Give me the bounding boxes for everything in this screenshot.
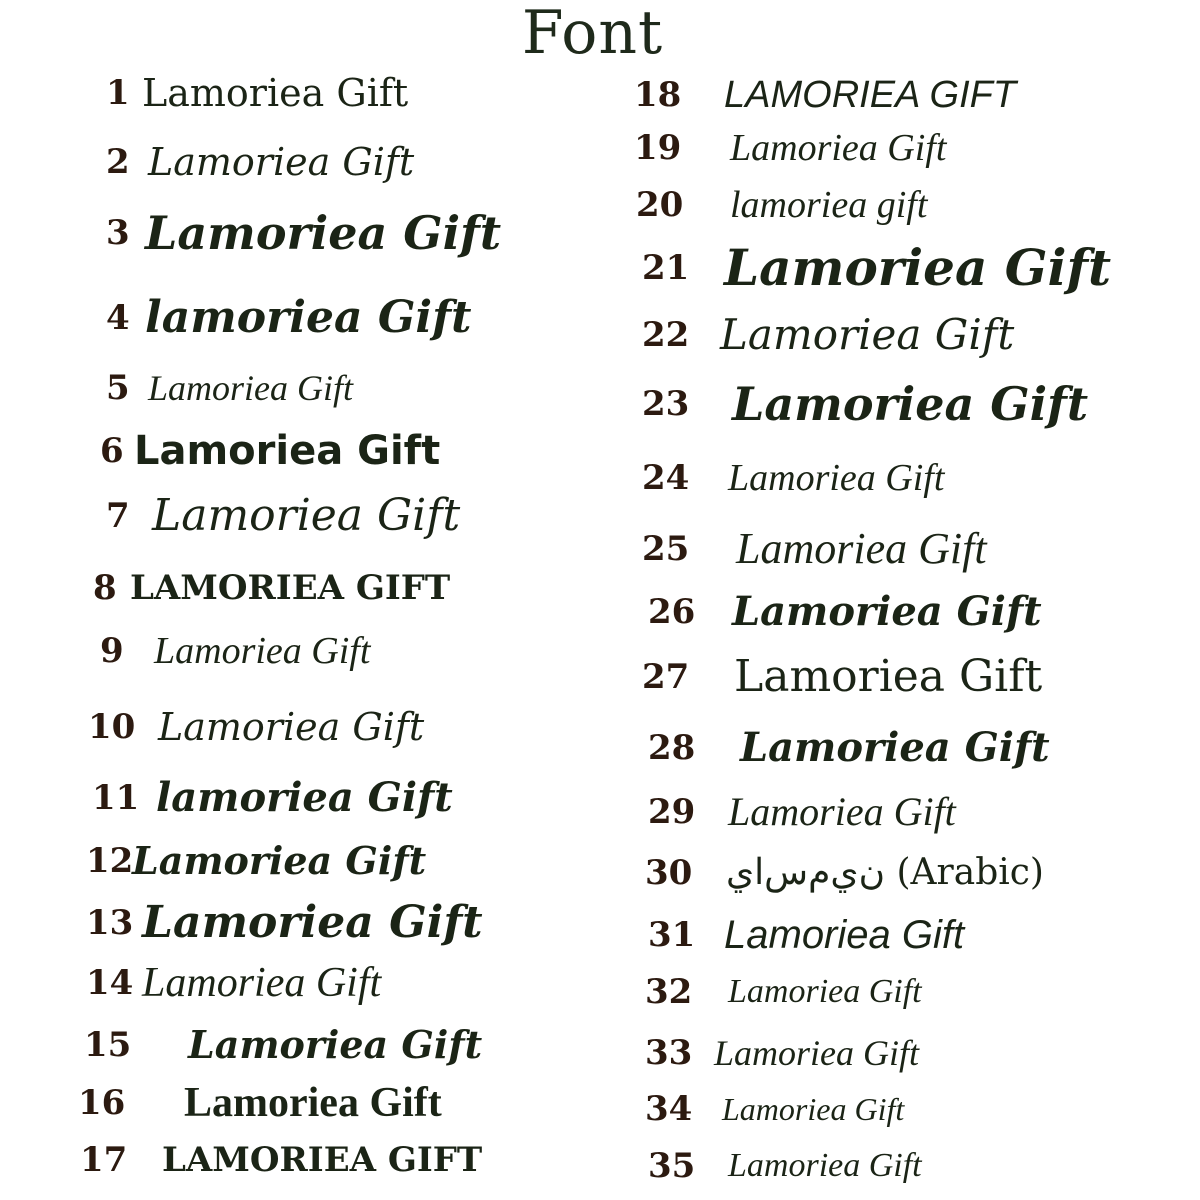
font-number-34: 34 — [645, 1089, 693, 1129]
font-sample-33: Lamoriea Gift — [714, 1033, 920, 1073]
font-sample-27: Lamoriea Gift — [734, 651, 1043, 702]
font-sample-16: Lamoriea Gift — [184, 1080, 442, 1126]
font-sample-19: Lamoriea Gift — [730, 127, 947, 169]
font-sample-2: Lamoriea Gift — [148, 140, 415, 184]
font-number-8: 8 — [93, 568, 117, 608]
font-sample-23: Lamoriea Gift — [732, 377, 1089, 431]
font-sample-5: Lamoriea Gift — [148, 368, 354, 408]
font-number-31: 31 — [648, 915, 696, 955]
font-number-24: 24 — [642, 458, 690, 498]
font-number-10: 10 — [88, 707, 136, 747]
font-sample-1: Lamoriea Gift — [142, 71, 409, 115]
font-number-26: 26 — [648, 592, 696, 632]
font-number-3: 3 — [106, 213, 130, 253]
font-sample-11: lamoriea Gift — [156, 774, 453, 821]
font-number-2: 2 — [106, 142, 130, 182]
font-number-33: 33 — [645, 1033, 693, 1073]
font-number-7: 7 — [106, 496, 130, 536]
font-sample-15: Lamoriea Gift — [188, 1022, 483, 1067]
font-sample-25: Lamoriea Gift — [736, 524, 987, 573]
font-sample-18: LAMORIEA GIFT — [724, 74, 1017, 116]
font-sample-17: LAMORIEA GIFT — [162, 1140, 483, 1180]
font-sample-7: Lamoriea Gift — [152, 490, 461, 541]
font-sample-8: LAMORIEA GIFT — [130, 568, 451, 608]
font-number-14: 14 — [86, 963, 134, 1003]
font-sample-31: Lamoriea Gift — [724, 913, 965, 957]
font-number-11: 11 — [92, 778, 140, 818]
font-sample-9: Lamoriea Gift — [154, 630, 371, 672]
font-number-16: 16 — [78, 1083, 126, 1123]
font-number-22: 22 — [642, 315, 690, 355]
font-sample-29: Lamoriea Gift — [728, 789, 956, 834]
font-sample-30: ﻥﻱﻡﺱﺍﻱ (Arabic) — [726, 852, 1044, 893]
page-title: Font — [521, 0, 664, 68]
font-number-4: 4 — [106, 298, 130, 338]
font-number-12: 12 — [86, 841, 134, 881]
font-number-15: 15 — [84, 1025, 132, 1065]
font-number-21: 21 — [642, 248, 690, 288]
font-sample-6: Lamoriea Gift — [134, 428, 441, 474]
font-sample-4: lamoriea Gift — [145, 292, 472, 343]
font-sample-21: Lamoriea Gift — [724, 238, 1112, 297]
font-number-20: 20 — [636, 185, 684, 225]
font-number-35: 35 — [648, 1146, 696, 1186]
font-sample-34: Lamoriea Gift — [722, 1091, 905, 1127]
font-number-5: 5 — [106, 368, 130, 408]
font-sample-14: Lamoriea Gift — [142, 960, 382, 1006]
font-sample-13: Lamoriea Gift — [142, 897, 483, 948]
font-number-6: 6 — [100, 431, 124, 471]
font-number-18: 18 — [634, 75, 682, 115]
font-number-28: 28 — [648, 728, 696, 768]
font-sample-32: Lamoriea Gift — [728, 973, 922, 1010]
font-number-19: 19 — [634, 128, 682, 168]
font-sample-28: Lamoriea Gift — [740, 724, 1050, 771]
font-number-29: 29 — [648, 792, 696, 832]
font-sample-20: lamoriea gift — [730, 184, 928, 226]
font-number-23: 23 — [642, 384, 690, 424]
font-sample-26: Lamoriea Gift — [732, 588, 1042, 635]
font-sample-10: Lamoriea Gift — [158, 705, 425, 749]
font-number-30: 30 — [645, 853, 693, 893]
font-sample-12: Lamoriea Gift — [132, 838, 427, 883]
font-sample-22: Lamoriea Gift — [720, 310, 1015, 359]
font-sample-24: Lamoriea Gift — [728, 457, 945, 499]
font-number-27: 27 — [642, 657, 690, 697]
font-sample-3: Lamoriea Gift — [145, 206, 502, 260]
font-number-32: 32 — [645, 972, 693, 1012]
font-number-13: 13 — [86, 903, 134, 943]
font-number-1: 1 — [106, 73, 130, 113]
font-sample-35: Lamoriea Gift — [728, 1147, 922, 1184]
font-number-9: 9 — [100, 631, 124, 671]
font-number-17: 17 — [80, 1140, 128, 1180]
font-number-25: 25 — [642, 529, 690, 569]
